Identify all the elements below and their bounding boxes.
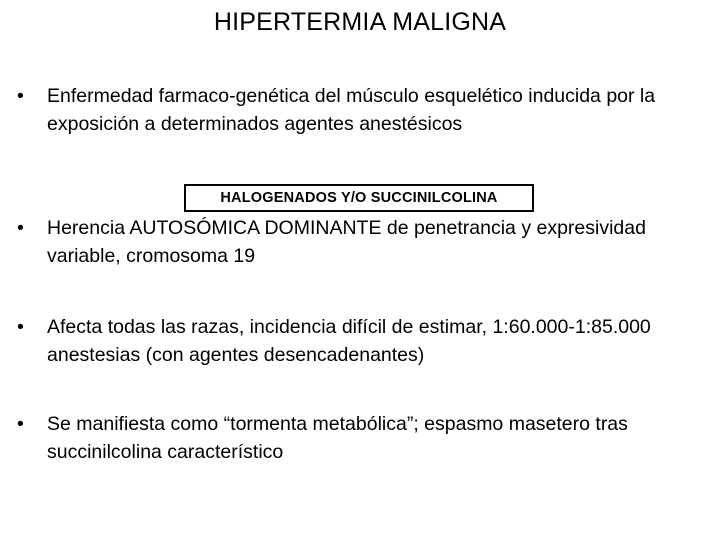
bullet-icon: • — [17, 413, 24, 435]
highlight-box — [184, 184, 534, 212]
bullet-text-4: Se manifiesta como “tormenta metabólica”; espasmo masetero tras succinilcolina característico — [47, 413, 628, 463]
highlight-text: HALOGENADOS Y/O SUCCINILCOLINA — [220, 190, 498, 206]
bullet-text-2: Herencia AUTOSÓMICA DOMINANTE de penetrancia y expresividad variable, cromosoma 19 — [47, 217, 646, 267]
bullet-text-1: Enfermedad farmaco-genética del músculo esquelético inducida por la exposición a determinados agentes anestésicos — [47, 85, 656, 135]
slide-title: HIPERTERMIA MALIGNA — [213, 8, 507, 36]
bullet-item-2 — [17, 214, 697, 270]
bullet-item-1 — [17, 82, 697, 138]
bullet-item-4 — [17, 410, 697, 466]
bullet-icon: • — [17, 217, 24, 239]
bullet-icon: • — [17, 316, 24, 338]
bullet-icon: • — [17, 85, 24, 107]
bullet-item-3 — [17, 313, 697, 369]
bullet-text-3: Afecta todas las razas, incidencia difícil de estimar, 1:60.000-1:85.000 anestesias (con agentes desencadenantes) — [47, 316, 651, 366]
